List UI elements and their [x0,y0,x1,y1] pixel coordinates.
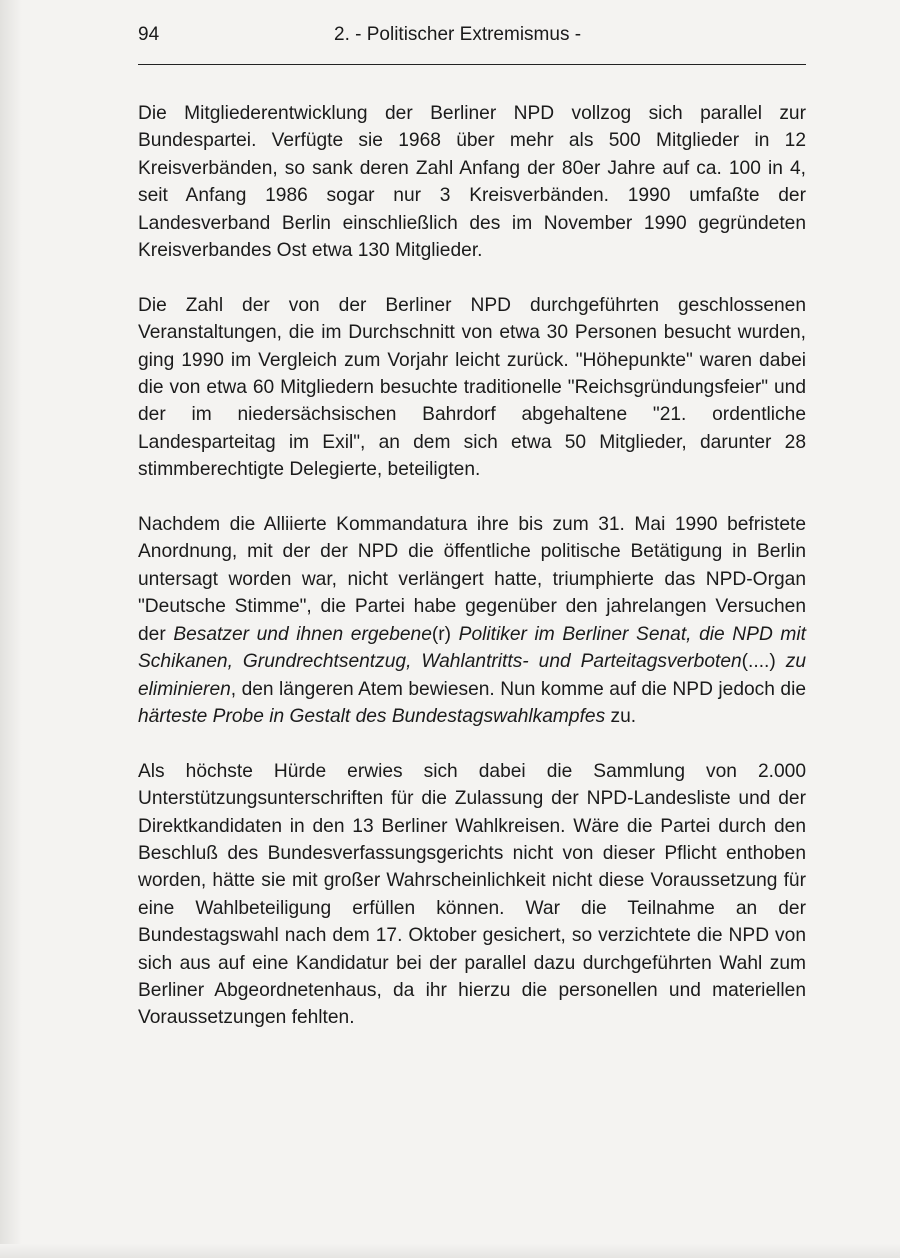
quote-segment: Politiker im Berliner Senat, die NPD mit Schikanen, Grundrechtsentzug, Wahlantritts- und Parteitagsverboten [138,623,806,673]
page-number: 94 [138,24,160,45]
text-segment: , den längeren Atem bewiesen. Nun komme auf die NPD jedoch die [230,678,806,700]
quote-segment: härteste Probe in Gestalt des Bundestagswahlkampfes [138,705,606,727]
page-bottom-edge [0,1244,900,1258]
paragraph-kommandatura [138,511,806,730]
document-body [138,100,806,1059]
text-segment: zu. [605,705,637,727]
paragraph-events: Die Zahl der von der Berliner NPD durchgeführten geschlossenen Veranstaltungen, die im Durchschnitt von etwa 30 Personen besucht wurden, ging 1990 im Vergleich zum Vorjahr leicht zurück. "Höhepunkte" waren dabei die von etwa 60 Mitgliedern besuchte traditionelle "Reichsgründungsfeier" und der im niedersächsischen Bahrdorf abgehaltene "21. ordentliche Landesparteitag im Exil", an dem sich etwa 50 Mitglieder, darunter 28 stimmberechtigte Delegierte, beteiligten. [138,294,806,481]
paragraph-election: Als höchste Hürde erwies sich dabei die Sammlung von 2.000 Unterstützungsunterschriften für die Zulassung der NPD-Landesliste und der Direktkandidaten in den 13 Berliner Wahlkreisen. Wäre die Partei durch den Beschluß des Bundesverfassungsgerichts nicht von dieser Pflicht enthoben worden, hätte sie mit großer Wahrscheinlichkeit nicht diese Voraussetzung für eine Wahlbeteiligung erfüllen können. War die Teilnahme an der Bundestagswahl nach dem 17. Oktober gesichert, so verzichtete die NPD von sich aus auf eine Kandidatur bei der parallel dazu durchgeführten Wahl zum Berliner Abgeordnetenhaus, da ihr hierzu die personellen und materiellen Voraussetzungen fehlten. [138,760,806,1029]
header-divider [138,64,806,65]
page-edge-shadow [0,0,22,1258]
text-segment: Nachdem die Alliierte Kommandatura ihre bis zum 31. Mai 1990 befristete Anordnung, mit der der NPD die öffentliche politische Betätigung in Berlin untersagt worden war, nicht verlängert hatte, triumphierte das NPD-Organ "Deutsche Stimme", die Partei habe gegenüber den jahrelangen Versuchen der [138,514,806,645]
text-segment: (....) [741,651,786,673]
page-header [138,22,806,50]
running-title: 2. - Politischer Extremismus - [334,24,582,45]
quote-segment: Besatzer und ihnen ergebene [173,623,432,645]
text-segment: (r) [431,623,459,645]
quote-segment: zu eliminieren [138,651,806,700]
paragraph-membership: Die Mitgliederentwicklung der Berliner NPD vollzog sich parallel zur Bundespartei. Verfügte sie 1968 über mehr als 500 Mitglieder in 12 Kreisverbänden, so sank deren Zahl Anfang der 80er Jahre auf ca. 100 in 4, seit Anfang 1986 sogar nur 3 Kreisverbänden. 1990 umfaßte der Landesverband Berlin einschließlich des im November 1990 gegründeten Kreisverbandes Ost etwa 130 Mitglieder. [138,103,806,262]
